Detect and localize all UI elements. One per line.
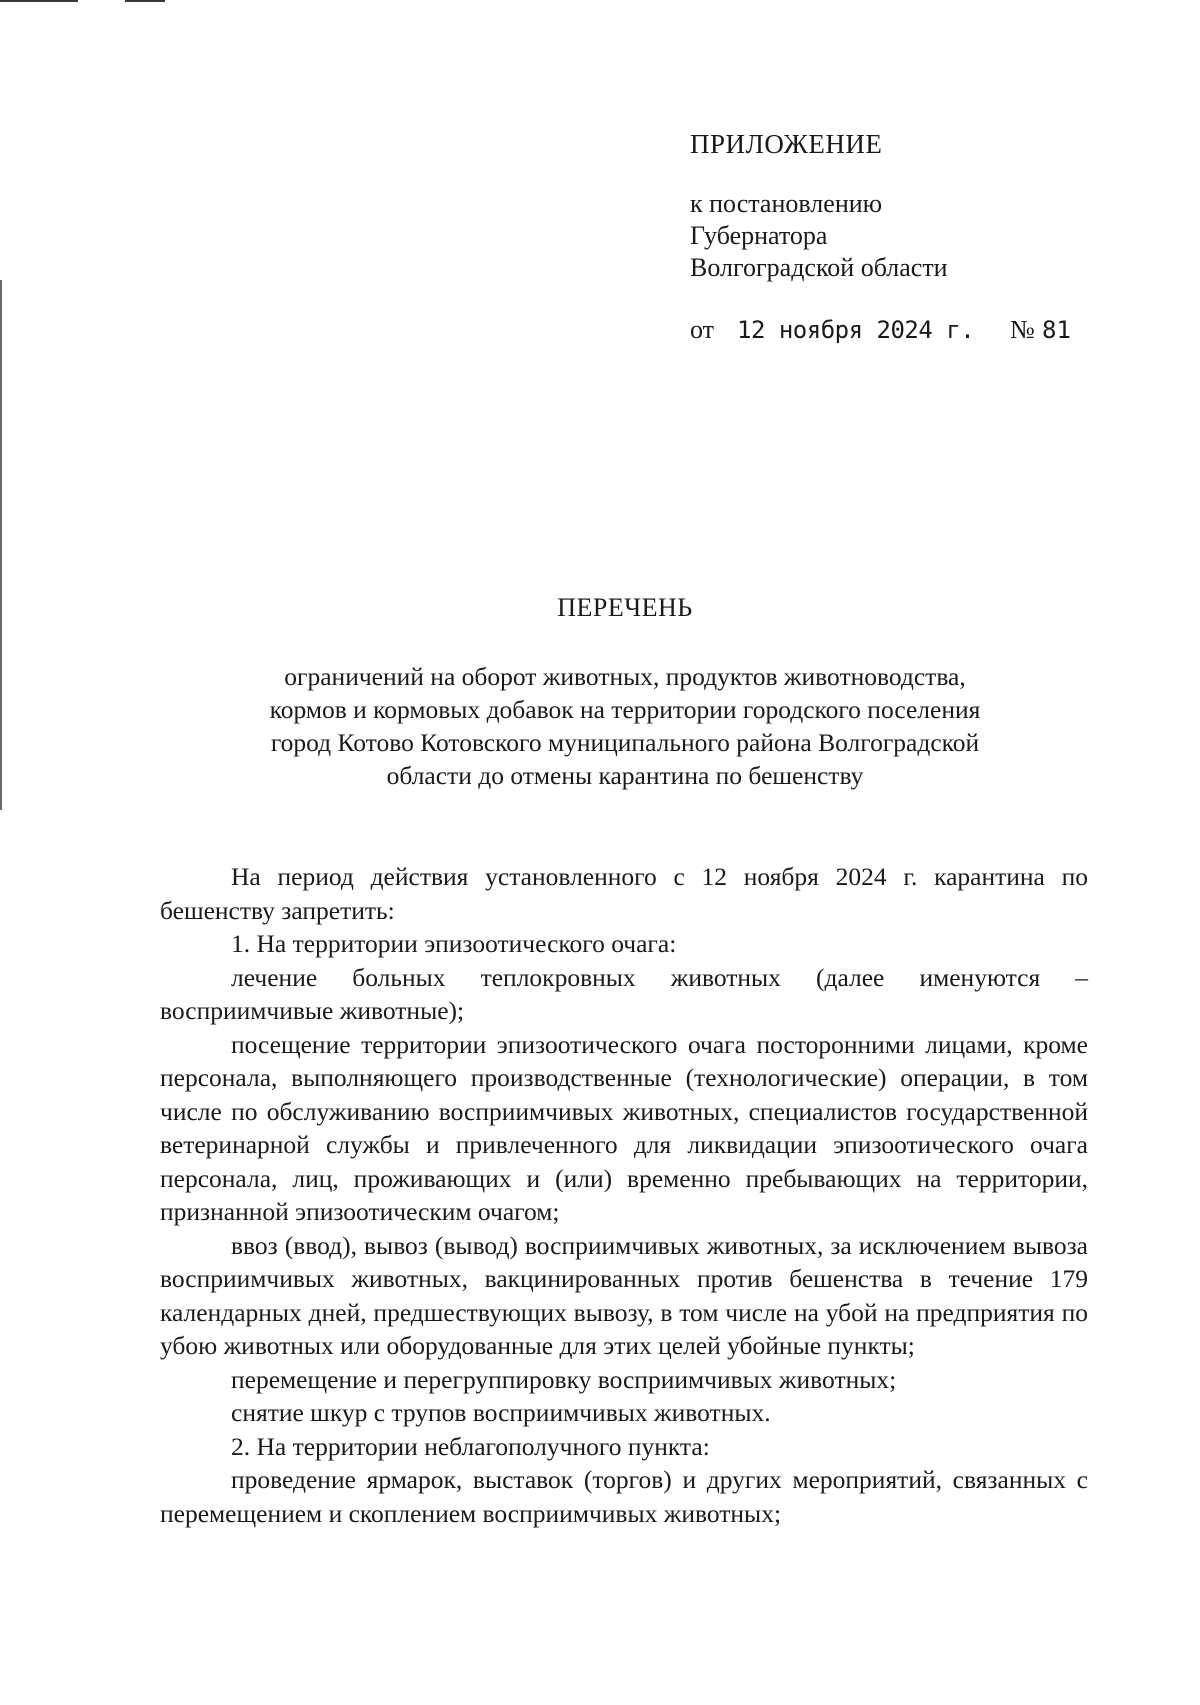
scan-artifact-top-1 [0, 0, 78, 2]
paragraph-visits: посещение территории эпизоотического очага посторонними лицами, кроме персонала, выполняющего производственные (технологические) операции, в том числе по обслуживанию восприимчивых животных, специалистов государственной ветеринарной службы и привлеченного для ликвидации эпизоотического очага персонала, лиц, проживающих и (или) временно пребывающих на территории, признанной эпизоотическим очагом; [160, 1029, 1088, 1226]
paragraph-fairs: проведение ярмарок, выставок (торгов) и других мероприятий, связанных с перемещением и скоплением восприимчивых животных; [160, 1465, 1088, 1528]
subheading-line: кормов и кормовых добавок на территории городского поселения [269, 695, 981, 724]
subheading-line: город Котово Котовского муниципального района Волгоградской [270, 728, 980, 757]
subheading-line: области до отмены карантина по бешенству [386, 761, 864, 790]
document-date: 12 ноября 2024 г. [737, 316, 975, 344]
paragraph-treatment: лечение больных теплокровных животных (далее именуются – восприимчивые животные); [160, 962, 1088, 1025]
appendix-line: Волгоградской области [690, 253, 948, 282]
number-label: № [1010, 315, 1035, 344]
appendix-title: ПРИЛОЖЕНИЕ [690, 129, 883, 159]
appendix-date-line [690, 314, 1130, 346]
paragraph-section-2: 2. На территории неблагополучного пункта: [231, 1431, 710, 1461]
paragraph-skinning: снятие шкур с трупов восприимчивых животных. [231, 1398, 771, 1427]
appendix-block [690, 128, 1130, 346]
appendix-line: к постановлению [690, 189, 883, 218]
document-number: 81 [1042, 316, 1071, 344]
scan-artifact-top-2 [125, 0, 165, 2]
document-subheading [160, 660, 1090, 792]
document-body [160, 860, 1088, 1530]
paragraph-regrouping: перемещение и перегруппировку восприимчивых животных; [231, 1364, 897, 1394]
paragraph-section-1: 1. На территории эпизоотического очага: [231, 929, 677, 958]
date-prefix: от [690, 315, 715, 344]
scan-artifact-left-edge [0, 280, 2, 810]
document-heading: ПЕРЕЧЕНЬ [557, 593, 693, 622]
appendix-line: Губернатора [690, 221, 828, 250]
paragraph-import-export: ввоз (ввод), вывоз (вывод) восприимчивых животных, за исключением вывоза восприимчивых животных, вакцинированных против бешенства в течение 179 календарных дней, предшествующих вывозу, в том числе на убой на предприятия по убою животных или оборудованные для этих целей убойные пункты; [160, 1230, 1088, 1360]
paragraph-intro: На период действия установленного с 12 ноября 2024 г. карантина по бешенству запретить: [160, 862, 1088, 925]
appendix-reference [690, 188, 1130, 284]
subheading-line: ограничений на оборот животных, продуктов животноводства, [284, 662, 966, 691]
